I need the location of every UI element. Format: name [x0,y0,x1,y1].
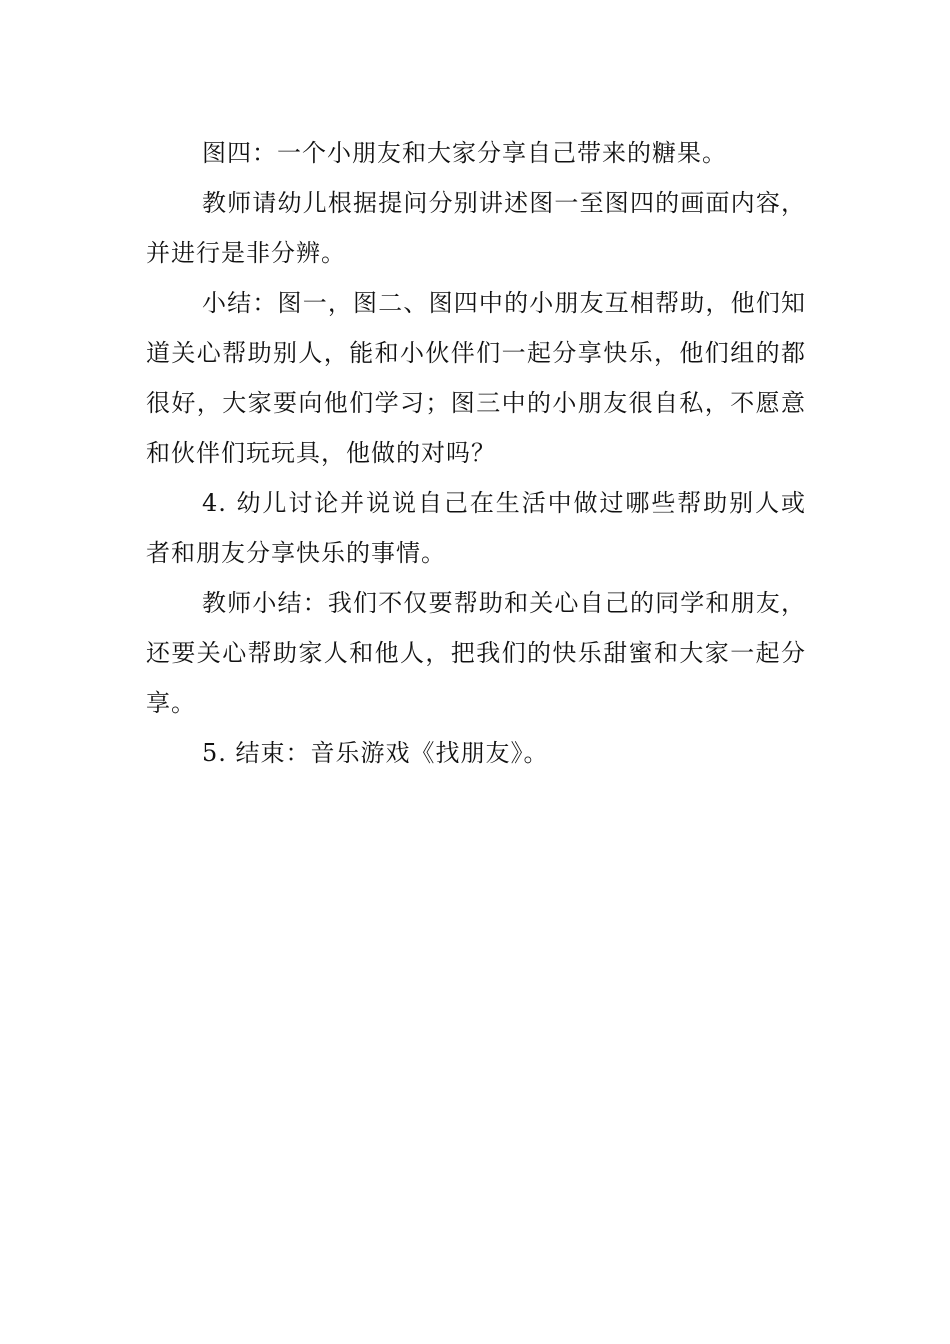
paragraph-teacher-question: 教师请幼儿根据提问分别讲述图一至图四的画面内容，并进行是非分辨。 [146,189,806,267]
paragraph-step-five: 5. 结束：音乐游戏《找朋友》。 [202,739,549,767]
paragraph-summary: 小结：图一，图二、图四中的小朋友互相帮助，他们知道关心帮助别人，能和小伙伴们一起分享快乐，他们组的都很好，大家要向他们学习；图三中的小朋友很自私，不愿意和伙伴们玩玩具，他做的对吗？ [146,289,806,467]
document-body [146,128,806,778]
paragraph-teacher-summary: 教师小结：我们不仅要帮助和关心自己的同学和朋友，还要关心帮助家人和他人，把我们的快乐甜蜜和大家一起分享。 [146,589,806,717]
paragraph-step-four: 4. 幼儿讨论并说说自己在生活中做过哪些帮助别人或者和朋友分享快乐的事情。 [146,489,806,567]
paragraph-figure-four: 图四：一个小朋友和大家分享自己带来的糖果。 [202,139,727,167]
